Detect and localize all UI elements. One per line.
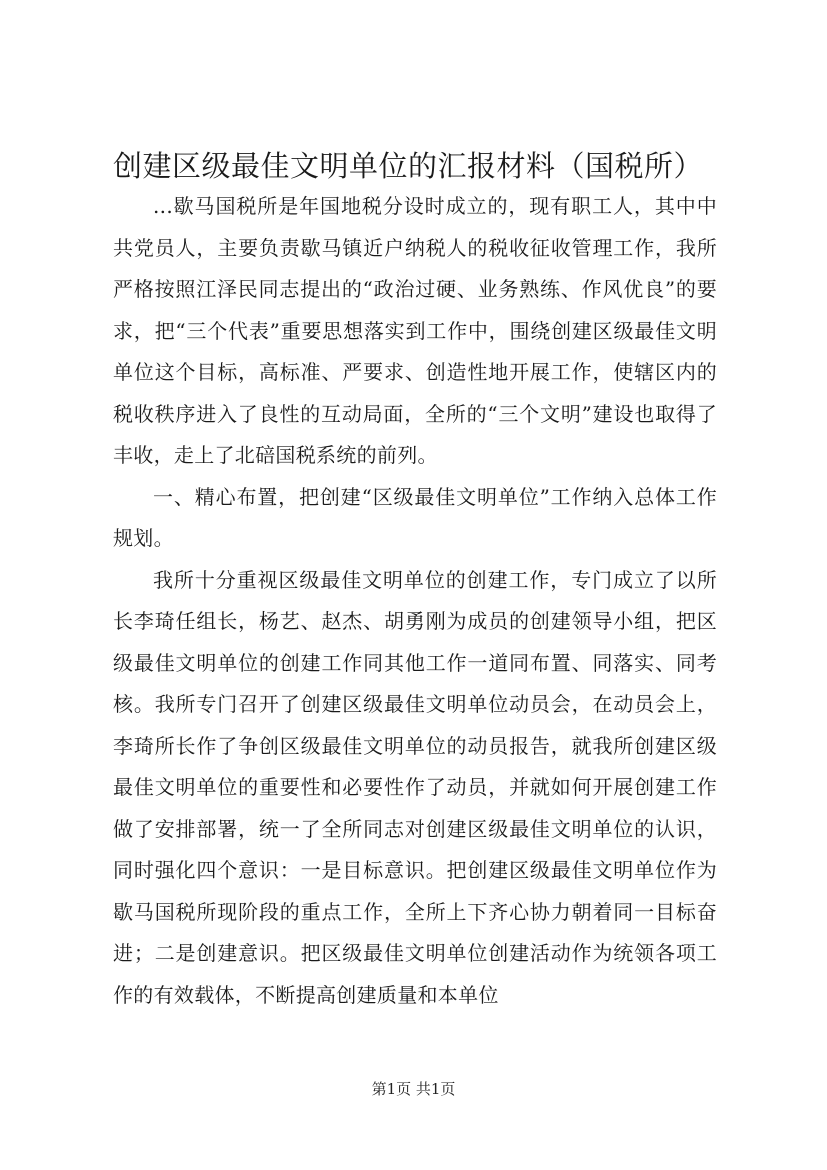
paragraph-intro: ...歇马国税所是年国地税分设时成立的，现有职工人，其中中共党员人，主要负责歇马镇近户纳税人的税收征收管理工作，我所严格按照江泽民同志提出的“政治过硬、业务熟练、作风优良”的要求，把“三个代表”重要思想落实到工作中，围绕创建区级最佳文明单位这个目标，高标准、严要求、创造性地开展工作，使辖区内的税收秩序进入了良性的互动局面，全所的“三个文明”建设也取得了丰收，走上了北碚国税系统的前列。	[113, 194, 717, 467]
section-heading-1: 一、精心布置，把创建“区级最佳文明单位”工作纳入总体工作规划。	[113, 484, 717, 550]
document-title: 创建区级最佳文明单位的汇报材料（国税所）	[113, 149, 704, 183]
paragraph-section-1: 我所十分重视区级最佳文明单位的创建工作，专门成立了以所长李琦任组长，杨艺、赵杰、胡勇刚为成员的创建领导小组，把区级最佳文明单位的创建工作同其他工作一道同布置、同落实、同考核。我所专门召开了创建区级最佳文明单位动员会，在动员会上，李琦所长作了争创区级最佳文明单位的动员报告，就我所创建区级最佳文明单位的重要性和必要性作了动员，并就如何开展创建工作做了安排部署，统一了全所同志对创建区级最佳文明单位的认识，同时强化四个意识：一是目标意识。把创建区级最佳文明单位作为歇马国税所现阶段的重点工作，全所上下齐心协力朝着同一目标奋进；二是创建意识。把区级最佳文明单位创建活动作为统领各项工作的有效载体，不断提高创建质量和本单位	[113, 567, 717, 1007]
page-footer: 第1页 共1页	[371, 1080, 456, 1098]
document-body	[113, 186, 717, 1016]
